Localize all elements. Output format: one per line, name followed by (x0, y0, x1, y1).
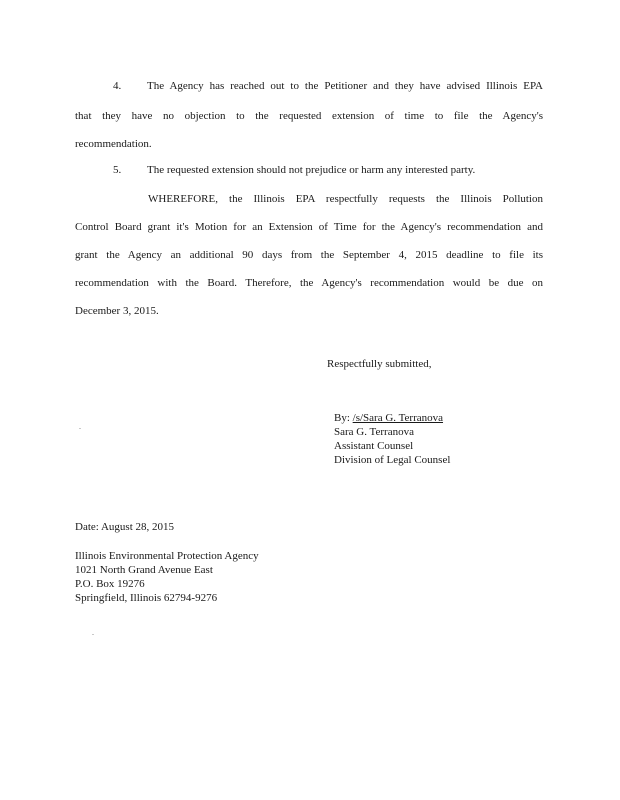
signature-line (334, 411, 443, 425)
address-agency: Illinois Environmental Protection Agency (75, 550, 259, 562)
signer-title: Assistant Counsel (334, 440, 414, 452)
signature-by-label: By: (334, 412, 350, 424)
address-street: 1021 North Grand Avenue East (75, 564, 213, 576)
closing-text: Respectfully submitted, (327, 358, 432, 370)
wherefore-line-4: recommendation with the Board. Therefore, the Agency's recommendation would be due on (75, 277, 543, 289)
wherefore-line-5: December 3, 2015. (75, 305, 159, 317)
scan-speck (79, 428, 81, 429)
paragraph-5-line-1: The requested extension should not prejudice or harm any interested party. (147, 164, 476, 176)
paragraph-5-number: 5. (113, 164, 122, 176)
signer-division: Division of Legal Counsel (334, 454, 451, 466)
address-po-box: P.O. Box 19276 (75, 578, 145, 590)
paragraph-4-line-3: recommendation. (75, 138, 152, 150)
address-city: Springfield, Illinois 62794-9276 (75, 592, 218, 604)
paragraph-4-line-1: The Agency has reached out to the Petitioner and they have advised Illinois EPA (147, 80, 543, 92)
paragraph-4-number: 4. (113, 80, 122, 92)
signature-esign: /s/Sara G. Terranova (352, 412, 444, 424)
paragraph-4-line-2: that they have no objection to the requested extension of time to file the Agency's (75, 110, 543, 122)
wherefore-line-1: WHEREFORE, the Illinois EPA respectfully requests the Illinois Pollution (148, 193, 543, 205)
signer-name: Sara G. Terranova (334, 426, 414, 438)
wherefore-line-2: Control Board grant it's Motion for an Extension of Time for the Agency's recommendation and (75, 221, 543, 233)
date-line: Date: August 28, 2015 (75, 521, 174, 533)
wherefore-line-3: grant the Agency an additional 90 days from the September 4, 2015 deadline to file its (75, 249, 543, 261)
scan-speck (92, 634, 94, 635)
